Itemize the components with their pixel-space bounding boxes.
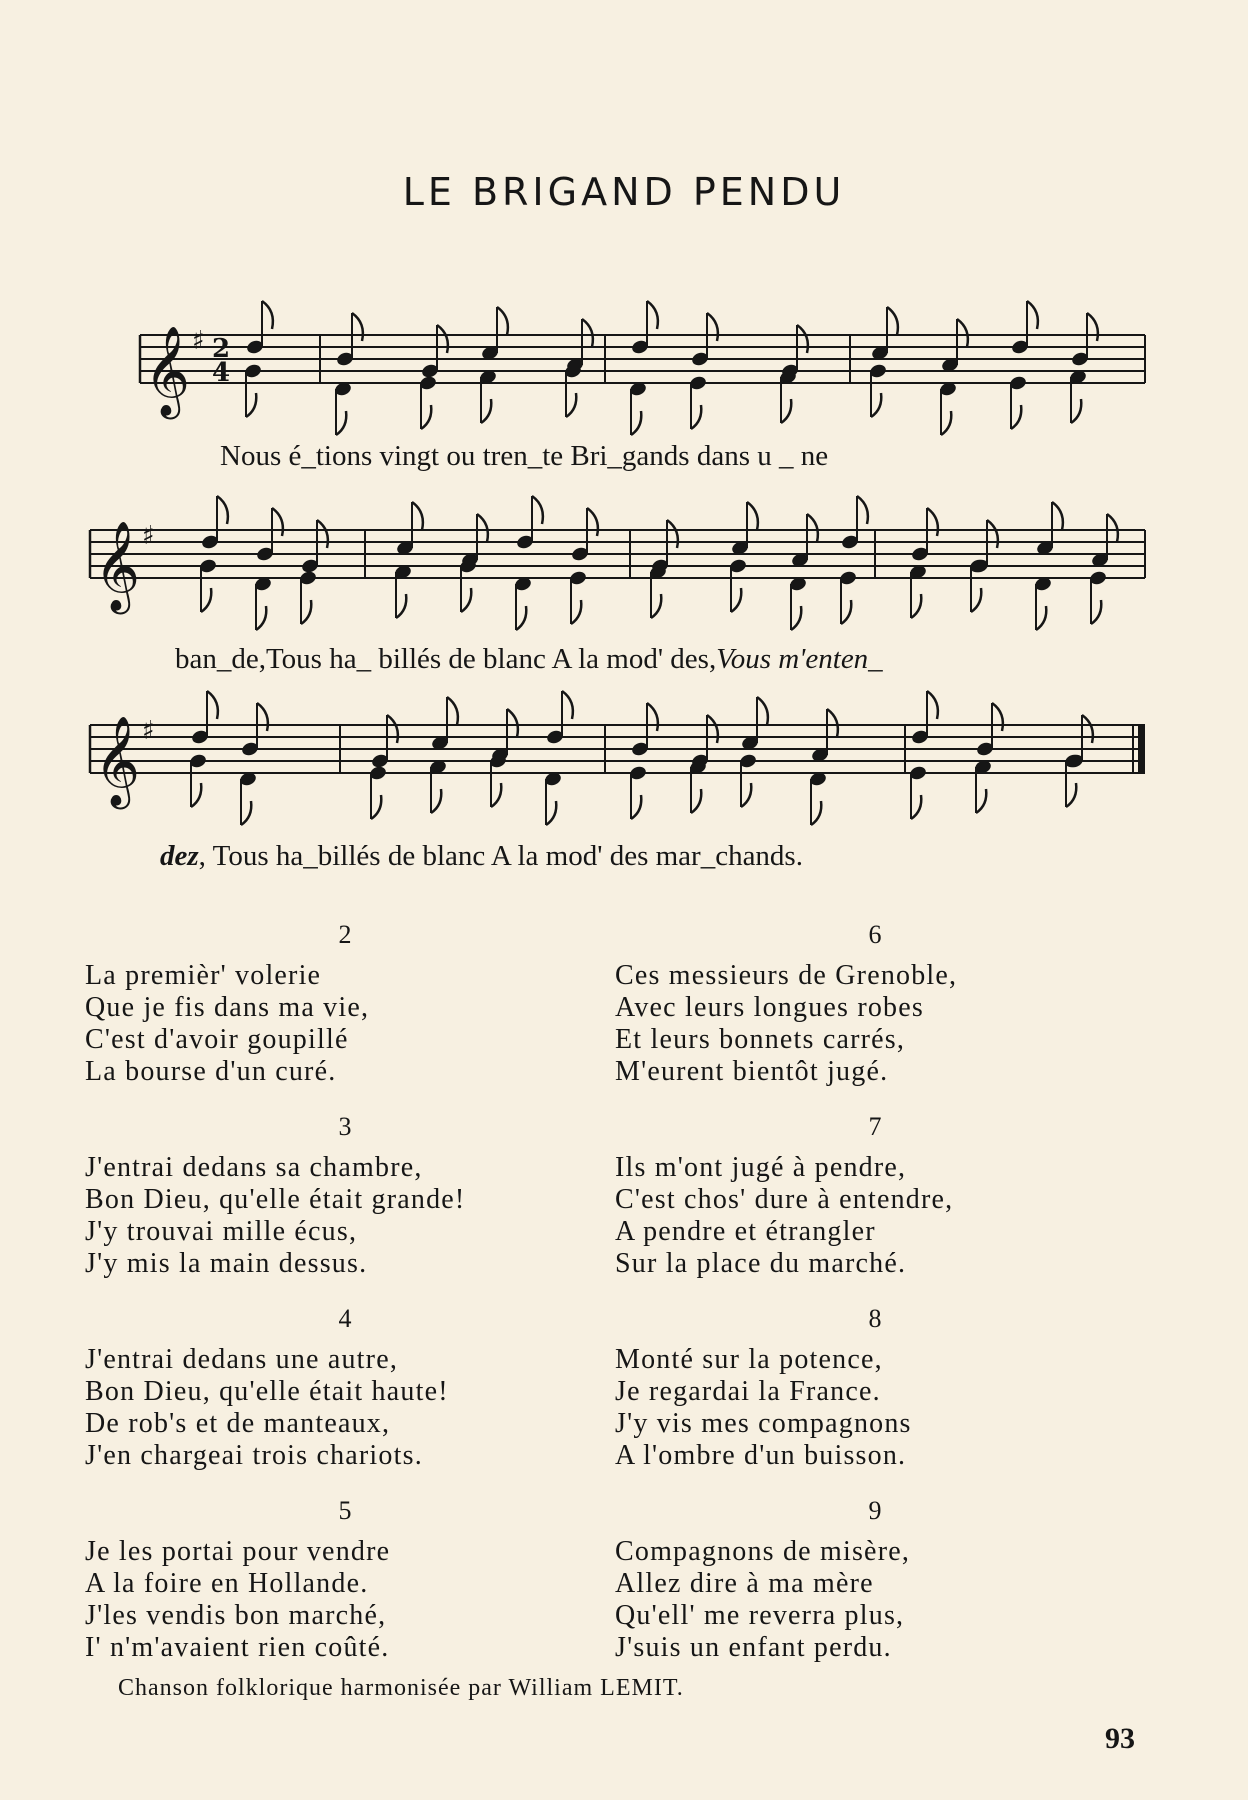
verse-line: Ils m'ont jugé à pendre, <box>615 1152 907 1183</box>
note-flag <box>941 411 951 435</box>
note-flag <box>887 307 898 335</box>
verse <box>85 920 605 1088</box>
verse-line: J'entrai dedans sa chambre, <box>85 1152 423 1183</box>
note-flag <box>927 691 938 719</box>
verse-line: Sur la place du marché. <box>615 1248 907 1279</box>
note-flag <box>1036 606 1046 630</box>
note-flag <box>791 606 801 630</box>
note-flag <box>497 307 508 335</box>
time-signature-bottom: 4 <box>212 358 231 388</box>
verse-line: A l'ombre d'un buisson. <box>615 1440 907 1471</box>
note-flag <box>651 594 661 618</box>
note-flag <box>807 514 818 542</box>
treble-clef-icon: 𝄞 <box>94 716 141 806</box>
note-flag <box>691 405 701 429</box>
lyric-line-2 <box>175 643 883 676</box>
note-flag <box>957 319 968 347</box>
lyric-line-3 <box>160 840 803 873</box>
note-flag <box>1091 600 1101 624</box>
note-flag <box>262 301 273 329</box>
verse-line: Qu'ell' me reverra plus, <box>615 1600 905 1631</box>
note-flag <box>707 313 718 341</box>
verse-number: 9 <box>868 1496 882 1525</box>
note-flag <box>976 789 986 813</box>
verse <box>85 1112 605 1280</box>
note-flag <box>1071 399 1081 423</box>
verse <box>615 1304 1135 1472</box>
note-flag <box>1066 783 1076 807</box>
note-flag <box>911 795 921 819</box>
note-flag <box>707 715 718 743</box>
note-flag <box>481 399 491 423</box>
note-flag <box>241 801 251 825</box>
note-flag <box>587 508 598 536</box>
verse-number: 5 <box>338 1496 352 1525</box>
final-barline-thick <box>1138 725 1145 773</box>
note-flag <box>437 325 448 353</box>
verse-line: Et leurs bonnets carrés, <box>615 1024 906 1055</box>
music-system-3 <box>0 680 1248 880</box>
note-flag <box>811 801 821 825</box>
note-flag <box>667 520 678 548</box>
verse-line: A pendre et étrangler <box>615 1216 876 1247</box>
verse-line: C'est d'avoir goupillé <box>85 1024 349 1055</box>
note-flag <box>516 606 526 630</box>
note-flag <box>1052 502 1063 530</box>
verse-line: La bourse d'un curé. <box>85 1056 337 1087</box>
verse-line: J'y vis mes compagnons <box>615 1408 912 1439</box>
verse-line: J'y mis la main dessus. <box>85 1248 368 1279</box>
note-flag <box>447 697 458 725</box>
note-flag <box>421 405 431 429</box>
note-flag <box>207 691 218 719</box>
verse <box>85 1496 605 1664</box>
note-flag <box>987 520 998 548</box>
note-flag <box>491 783 501 807</box>
verses-left-column <box>85 920 605 1688</box>
verses-right-column <box>615 920 1135 1688</box>
note-flag <box>1087 313 1098 341</box>
note-flag <box>246 393 256 417</box>
note-flag <box>191 783 201 807</box>
note-flag <box>566 393 576 417</box>
key-signature-sharp-icon: ♯ <box>142 521 155 551</box>
note-flag <box>257 703 268 731</box>
verse-number: 2 <box>338 920 352 949</box>
note-flag <box>201 588 211 612</box>
verse-number: 7 <box>868 1112 882 1141</box>
note-flag <box>571 600 581 624</box>
note-flag <box>647 703 658 731</box>
note-flag <box>582 319 593 347</box>
time-signature-top: 2 <box>212 334 231 364</box>
verse-line: J'les vendis bon marché, <box>85 1600 387 1631</box>
note-flag <box>827 709 838 737</box>
verse <box>85 1304 605 1472</box>
verse-line: Je regardai la France. <box>615 1376 881 1407</box>
arranger-credit: Chanson folklorique harmonisée par William LEMIT. <box>118 1675 684 1701</box>
note-flag <box>747 502 758 530</box>
note-flag <box>871 393 881 417</box>
note-flag <box>256 606 266 630</box>
note-flag <box>631 411 641 435</box>
note-flag <box>396 594 406 618</box>
note-flag <box>431 789 441 813</box>
key-signature-sharp-icon: ♯ <box>142 716 155 746</box>
note-flag <box>336 411 346 435</box>
note-flag <box>301 600 311 624</box>
verse-line: La premièr' volerie <box>85 960 322 991</box>
note-flag <box>546 801 556 825</box>
verse-line: Allez dire à ma mère <box>615 1568 874 1599</box>
note-flag <box>412 502 423 530</box>
song-title: LE BRIGAND PENDU <box>402 170 846 214</box>
verse-line: I' n'm'avaient rien coûté. <box>85 1632 390 1663</box>
verse-line: M'eurent bientôt jugé. <box>615 1056 889 1087</box>
note-flag <box>971 588 981 612</box>
note-flag <box>797 325 808 353</box>
note-flag <box>857 496 868 524</box>
note-flag <box>272 508 283 536</box>
verse-number: 8 <box>868 1304 882 1333</box>
note-flag <box>461 588 471 612</box>
note-flag <box>992 703 1003 731</box>
verse <box>615 1496 1135 1664</box>
note-flag <box>387 715 398 743</box>
note-flag <box>731 588 741 612</box>
page-number: 93 <box>1105 1722 1135 1755</box>
note-flag <box>217 496 228 524</box>
treble-clef-icon: 𝄞 <box>94 521 141 611</box>
lyric-text-1: Nous é_tions vingt ou tren_te Bri_gands dans u _ ne <box>220 440 829 472</box>
verse-line: Que je fis dans ma vie, <box>85 992 370 1023</box>
verse-line: Monté sur la potence, <box>615 1344 883 1375</box>
note-flag <box>1107 514 1118 542</box>
lyric-line-1 <box>220 440 828 473</box>
note-flag <box>477 514 488 542</box>
note-flag <box>647 301 658 329</box>
lyric-italic-2: Vous m'enten_ <box>716 643 883 675</box>
verse-line: De rob's et de manteaux, <box>85 1408 391 1439</box>
note-flag <box>841 600 851 624</box>
note-flag <box>781 399 791 423</box>
note-flag <box>352 313 363 341</box>
note-flag <box>741 783 751 807</box>
verse-line: Bon Dieu, qu'elle était haute! <box>85 1376 449 1407</box>
note-flag <box>562 691 573 719</box>
verse <box>615 1112 1135 1280</box>
lyric-text-2: ban_de,Tous ha_ billés de blanc A la mod' des, <box>175 643 717 675</box>
verse-line: Ces messieurs de Grenoble, <box>615 960 958 991</box>
verse <box>615 920 1135 1088</box>
note-flag <box>927 508 938 536</box>
verse-line: Compagnons de misère, <box>615 1536 911 1567</box>
verse-number: 3 <box>338 1112 352 1141</box>
verse-line: Je les portai pour vendre <box>85 1536 391 1567</box>
verse-line: Bon Dieu, qu'elle était grande! <box>85 1184 466 1215</box>
note-flag <box>371 795 381 819</box>
note-flag <box>1011 405 1021 429</box>
verse-line: A la foire en Hollande. <box>85 1568 369 1599</box>
verse-line: C'est chos' dure à entendre, <box>615 1184 954 1215</box>
note-flag <box>911 594 921 618</box>
note-flag <box>757 697 768 725</box>
treble-clef-icon: 𝄞 <box>144 326 191 416</box>
lyric-italic-3: dez <box>160 840 199 872</box>
key-signature-sharp-icon: ♯ <box>192 326 205 356</box>
verse-number: 4 <box>338 1304 352 1333</box>
note-flag <box>317 520 328 548</box>
verse-line: Avec leurs longues robes <box>615 992 924 1023</box>
note-flag <box>631 795 641 819</box>
note-flag <box>507 709 518 737</box>
verse-line: J'en chargeai trois chariots. <box>85 1440 423 1471</box>
note-flag <box>691 789 701 813</box>
note-flag <box>1027 301 1038 329</box>
verse-number: 6 <box>868 920 882 949</box>
verse-line: J'entrai dedans une autre, <box>85 1344 399 1375</box>
verse-line: J'y trouvai mille écus, <box>85 1216 358 1247</box>
music-system-2 <box>0 485 1248 685</box>
note-flag <box>532 496 543 524</box>
verse-line: J'suis un enfant perdu. <box>615 1632 892 1663</box>
music-system-1 <box>0 290 1248 490</box>
note-flag <box>1082 715 1093 743</box>
lyric-text-3: , Tous ha_billés de blanc A la mod' des mar_chands. <box>198 840 803 872</box>
